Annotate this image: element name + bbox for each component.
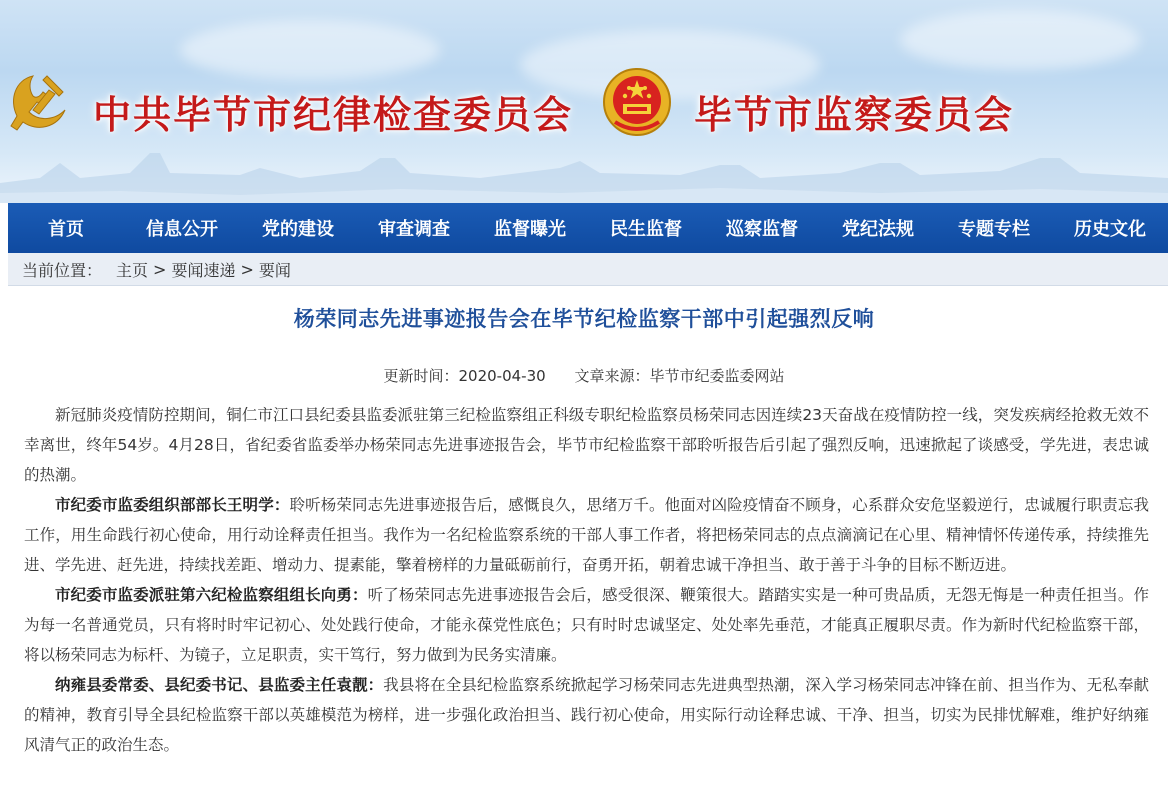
- nav-item-livelihood-supervision[interactable]: 民生监督: [610, 219, 682, 240]
- article-paragraph: [24, 670, 1149, 760]
- article-paragraph: [24, 580, 1149, 670]
- paragraph-text: 聆听杨荣同志先进事迹报告后，感慨良久，思绪万千。他面对凶险疫情奋不顾身，心系群众安危坚毅逆行，忠诚履行职责忘我工作，用生命践行初心使命，用行动诠释责任担当。我作为一名纪检监察系统的干部人事工作者，将把杨荣同志的点点滴滴记在心里、精神情怀传递传承，持续推先进、学先进、赶先进，持续找差距、增动力、提素能，擎着榜样的力量砥砺前行，奋勇开拓，朝着忠诚干净担当、敢于善于斗争的目标不断迈进。: [24, 496, 1149, 574]
- speaker-name: 纳雍县委常委、县纪委书记、县监委主任袁靓：: [55, 676, 384, 694]
- cloud-decoration: [900, 10, 1140, 70]
- speaker-name: 市纪委市监委组织部部长王明学：: [55, 496, 290, 514]
- paragraph-text: 新冠肺炎疫情防控期间，铜仁市江口县纪委县监委派驻第三纪检监察组正科级专职纪检监察员杨荣同志因连续23天奋战在疫情防控一线，突发疾病经抢救无效不幸离世，终年54岁。4月28日，省纪委省监委举办杨荣同志先进事迹报告会，毕节市纪检监察干部聆听报告后引起了强烈反响，迅速掀起了谈感受，学先进，表忠诚的热潮。: [24, 406, 1149, 484]
- breadcrumb-separator: >: [153, 259, 167, 279]
- nav-item-special-topics[interactable]: 专题专栏: [958, 219, 1030, 240]
- cloud-decoration: [180, 20, 440, 80]
- article-source: 文章来源：毕节市纪委监委网站: [574, 367, 785, 385]
- update-time: 更新时间：2020-04-30: [383, 367, 546, 385]
- site-header: [0, 0, 1168, 203]
- site-title-supervisory-commission: 毕节市监察委员会: [694, 93, 1015, 137]
- article-paragraph: [24, 490, 1149, 580]
- breadcrumb-home-link[interactable]: 主页: [116, 260, 149, 280]
- article-meta: [0, 365, 1168, 386]
- breadcrumb-current-link[interactable]: 要闻: [258, 260, 291, 280]
- nav-item-investigation[interactable]: 审查调查: [378, 219, 450, 240]
- paragraph-text: 听了杨荣同志先进事迹报告会后，感受很深、鞭策很大。踏踏实实是一种可贵品质，无怨无悔是一种责任担当。作为每一名普通党员，只有将时时牢记初心、处处践行使命，才能永葆党性底色；只有时时忠诚坚定、处处率先垂范，才能真正履职尽责。作为新时代纪检监察干部，将以杨荣同志为标杆、为镜子，立足职责，实干笃行，努力做到为民务实清廉。: [24, 586, 1149, 664]
- article-body: [24, 400, 1149, 760]
- national-emblem-icon: [601, 66, 673, 140]
- nav-item-party-building[interactable]: 党的建设: [262, 219, 334, 240]
- paragraph-text: 我县将在全县纪检监察系统掀起学习杨荣同志先进典型热潮，深入学习杨荣同志冲锋在前、担当作为、无私奉献的精神，教育引导全县纪检监察干部以英雄模范为榜样，进一步强化政治担当、践行初心使命，用实际行动诠释忠诚、干净、担当，切实为民排忧解难，维护好纳雍风清气正的政治生态。: [24, 676, 1149, 754]
- article-paragraph: [24, 400, 1149, 490]
- nav-item-info-disclosure[interactable]: 信息公开: [146, 219, 218, 240]
- nav-item-supervision-exposure[interactable]: 监督曝光: [494, 219, 566, 240]
- site-title-discipline-commission: 中共毕节市纪律检查委员会: [93, 93, 574, 137]
- nav-item-history-culture[interactable]: 历史文化: [1074, 219, 1146, 240]
- breadcrumb-separator: >: [240, 259, 254, 279]
- speaker-name: 市纪委市监委派驻第六纪检监察组组长向勇：: [55, 586, 368, 604]
- breadcrumb-news-link[interactable]: 要闻速递: [171, 260, 236, 280]
- breadcrumb-label: 当前位置：: [22, 260, 103, 280]
- article-title: 杨荣同志先进事迹报告会在毕节纪检监察干部中引起强烈反响: [293, 307, 875, 331]
- breadcrumb: [8, 253, 1168, 286]
- party-emblem-icon: [3, 66, 77, 140]
- nav-item-home[interactable]: 首页: [48, 219, 84, 240]
- main-nav: [8, 203, 1168, 253]
- nav-item-inspection-supervision[interactable]: 巡察监督: [726, 219, 798, 240]
- nav-item-party-rules[interactable]: 党纪法规: [842, 219, 914, 240]
